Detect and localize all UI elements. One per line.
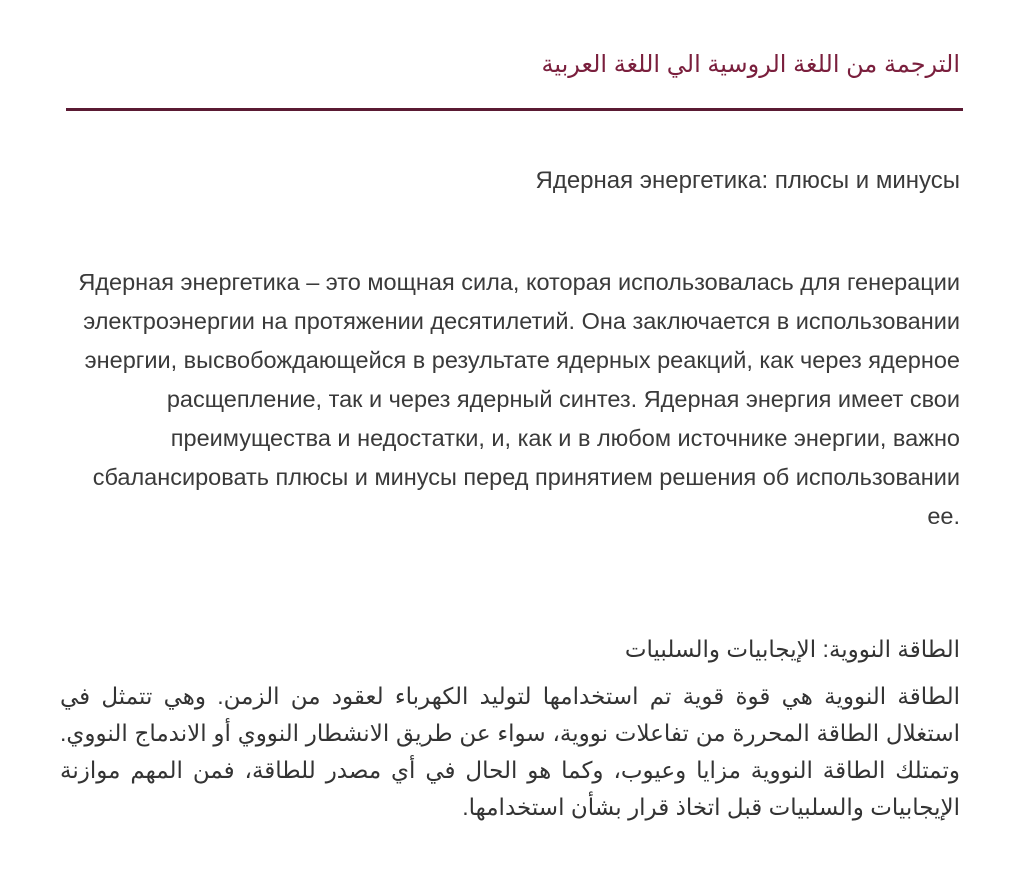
header-divider bbox=[66, 108, 963, 111]
arabic-paragraph: الطاقة النووية هي قوة قوية تم استخدامها لتوليد الكهرباء لعقود من الزمن. وهي تتمثل في استغلال الطاقة المحررة من تفاعلات نووية، سواء عن طريق الانشطار النووي أو الاندماج النووي. وتمتلك الطاقة النووية مزايا وعيوب، وكما هو الحال في أي مصدر للطاقة، فمن المهم موازنة الإيجابيات والسلبيات قبل اتخاذ قرار بشأن استخدامها. bbox=[60, 683, 960, 820]
russian-section-title: Ядерная энергетика: плюсы и минусы bbox=[535, 167, 960, 194]
document-header-title: الترجمة من اللغة الروسية الي اللغة العربية bbox=[541, 51, 960, 78]
russian-paragraph: Ядерная энергетика – это мощная сила, которая использовалась для генерации электроэнергии на протяжении десятилетий. Она заключается в использовании энергии, высвобождающейся в результате ядерных реакций, как через ядерное расщепление, так и через ядерный синтез. Ядерная энергия имеет свои преимущества и недостатки, и, как и в любом источнике энергии, важно сбалансировать плюсы и минусы перед принятием решения об использовании ее. bbox=[78, 269, 960, 529]
arabic-section-title: الطاقة النووية: الإيجابيات والسلبيات bbox=[624, 636, 960, 662]
